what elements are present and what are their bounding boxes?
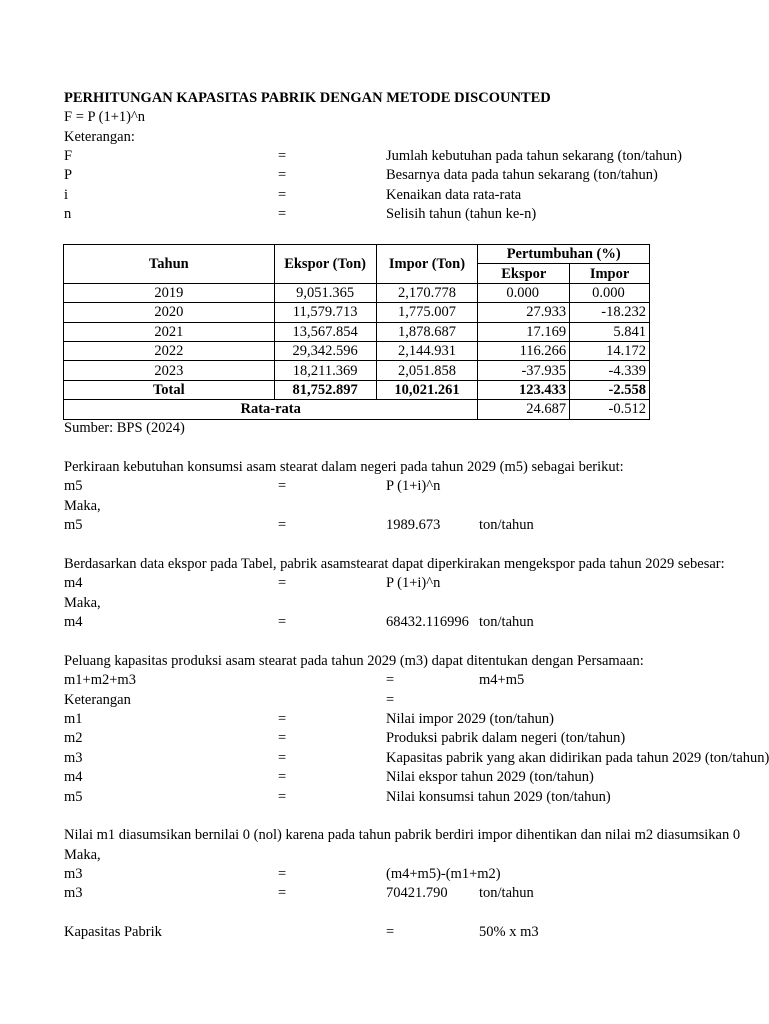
table-row [64, 322, 650, 341]
def-symbol: i [64, 187, 69, 203]
cell-growth-impor: -18.232 [570, 303, 650, 322]
formula-line: F = P (1+1)^n [64, 109, 146, 125]
document-title: PERHITUNGAN KAPASITAS PABRIK DENGAN METODE DISCOUNTED [64, 90, 551, 106]
cell-growth-ekspor: 17.169 [478, 322, 570, 341]
item-equals: = [278, 730, 287, 746]
header-impor: Impor (Ton) [376, 245, 478, 284]
header-tahun: Tahun [64, 245, 275, 284]
capacity-equals: = [386, 924, 395, 940]
cell-impor: 1,878.687 [376, 322, 478, 341]
item-symbol: m4 [64, 769, 83, 785]
keterangan-label: Keterangan: [64, 129, 135, 145]
m5-value: 1989.673 [386, 517, 441, 533]
cell-ekspor: 18,211.369 [274, 361, 376, 380]
cell-impor: 2,051.858 [376, 361, 478, 380]
cell-average-growth-ekspor: 24.687 [478, 400, 570, 419]
m5-symbol: m5 [64, 478, 83, 494]
item-description: Nilai impor 2029 (ton/tahun) [386, 711, 554, 727]
subheader-ekspor: Ekspor [478, 264, 570, 283]
item-symbol: m3 [64, 750, 83, 766]
m4-intro: Berdasarkan data ekspor pada Tabel, pabrik asamstearat dapat diperkirakan mengekspor pada tahun 2029 sebesar: [64, 556, 725, 572]
cell-tahun: 2019 [64, 283, 275, 302]
m4-formula: P (1+i)^n [386, 575, 441, 591]
item-description: Kapasitas pabrik yang akan didirikan pada tahun 2029 (ton/tahun) [386, 750, 769, 766]
cell-total-ekspor: 81,752.897 [274, 380, 376, 399]
def-description: Jumlah kebutuhan pada tahun sekarang (ton/tahun) [386, 148, 682, 164]
header-pertumbuhan: Pertumbuhan (%) [478, 245, 650, 264]
cell-growth-ekspor: 27.933 [478, 303, 570, 322]
cell-growth-ekspor: -37.935 [478, 361, 570, 380]
capacity-label: Kapasitas Pabrik [64, 924, 162, 940]
keterangan-equals: = [386, 692, 395, 708]
table-average-row [64, 400, 650, 419]
cell-total-label: Total [64, 380, 275, 399]
m4-equals: = [278, 575, 287, 591]
cell-impor: 2,144.931 [376, 341, 478, 360]
def-description: Kenaikan data rata-rata [386, 187, 522, 203]
m3-unit: ton/tahun [479, 885, 534, 901]
m5-formula: P (1+i)^n [386, 478, 441, 494]
cell-impor: 2,170.778 [376, 283, 478, 302]
cell-average-growth-impor: -0.512 [570, 400, 650, 419]
m5-maka: Maka, [64, 498, 101, 514]
cell-tahun: 2020 [64, 303, 275, 322]
def-symbol: P [64, 167, 73, 183]
cell-total-impor: 10,021.261 [376, 380, 478, 399]
equation-right: m4+m5 [479, 672, 525, 688]
def-description: Besarnya data pada tahun sekarang (ton/tahun) [386, 167, 658, 183]
m5-intro: Perkiraan kebutuhan konsumsi asam stearat dalam negeri pada tahun 2029 (m5) sebagai berikut: [64, 459, 624, 475]
m3-symbol: m3 [64, 885, 83, 901]
item-symbol: m2 [64, 730, 83, 746]
cell-tahun: 2023 [64, 361, 275, 380]
cell-ekspor: 29,342.596 [274, 341, 376, 360]
conclusion-intro: Nilai m1 diasumsikan bernilai 0 (nol) karena pada tahun pabrik berdiri impor dihentikan dan nilai m2 diasumsikan 0 [64, 827, 741, 843]
m5-symbol: m5 [64, 517, 83, 533]
m4-value: 68432.116996 [386, 614, 469, 630]
item-equals: = [278, 769, 287, 785]
def-equals: = [278, 187, 287, 203]
table-row [64, 361, 650, 380]
cell-impor: 1,775.007 [376, 303, 478, 322]
table-row [64, 283, 650, 302]
m4-symbol: m4 [64, 575, 83, 591]
def-description: Selisih tahun (tahun ke-n) [386, 206, 537, 222]
cell-ekspor: 13,567.854 [274, 322, 376, 341]
table-total-row [64, 380, 650, 399]
m4-unit: ton/tahun [479, 614, 534, 630]
item-equals: = [278, 750, 287, 766]
cell-growth-ekspor: 0.000 [478, 283, 570, 302]
table-row [64, 303, 650, 322]
export-import-table [63, 244, 650, 420]
m3-equals: = [278, 885, 287, 901]
item-symbol: m5 [64, 789, 83, 805]
def-symbol: F [64, 148, 73, 164]
cell-tahun: 2021 [64, 322, 275, 341]
cell-total-growth-ekspor: 123.433 [478, 380, 570, 399]
cell-ekspor: 9,051.365 [274, 283, 376, 302]
m4-symbol: m4 [64, 614, 83, 630]
equation-left: m1+m2+m3 [64, 672, 136, 688]
m5-equals: = [278, 478, 287, 494]
equation-equals: = [386, 672, 395, 688]
cell-growth-impor: 0.000 [570, 283, 650, 302]
item-equals: = [278, 789, 287, 805]
cell-average-label: Rata-rata [64, 400, 478, 419]
item-description: Nilai ekspor tahun 2029 (ton/tahun) [386, 769, 594, 785]
cell-tahun: 2022 [64, 341, 275, 360]
def-equals: = [278, 167, 287, 183]
table-row [64, 341, 650, 360]
def-equals: = [278, 206, 287, 222]
source-note: Sumber: BPS (2024) [64, 420, 185, 436]
def-symbol: n [64, 206, 72, 222]
def-equals: = [278, 148, 287, 164]
cell-growth-ekspor: 116.266 [478, 341, 570, 360]
m5-unit: ton/tahun [479, 517, 534, 533]
m4-equals: = [278, 614, 287, 630]
m3-symbol: m3 [64, 866, 83, 882]
cell-growth-impor: 5.841 [570, 322, 650, 341]
cell-total-growth-impor: -2.558 [570, 380, 650, 399]
keterangan-label-2: Keterangan [64, 692, 131, 708]
m3-equals: = [278, 866, 287, 882]
cell-ekspor: 11,579.713 [274, 303, 376, 322]
m5-equals: = [278, 517, 287, 533]
m3-value: 70421.790 [386, 885, 448, 901]
item-equals: = [278, 711, 287, 727]
header-ekspor: Ekspor (Ton) [274, 245, 376, 284]
capacity-value: 50% x m3 [479, 924, 539, 940]
cell-growth-impor: 14.172 [570, 341, 650, 360]
cell-growth-impor: -4.339 [570, 361, 650, 380]
conclusion-maka: Maka, [64, 847, 101, 863]
item-symbol: m1 [64, 711, 83, 727]
item-description: Nilai konsumsi tahun 2029 (ton/tahun) [386, 789, 611, 805]
item-description: Produksi pabrik dalam negeri (ton/tahun) [386, 730, 626, 746]
m3-intro: Peluang kapasitas produksi asam stearat pada tahun 2029 (m3) dapat ditentukan dengan Persamaan: [64, 653, 644, 669]
m3-formula: (m4+m5)-(m1+m2) [386, 866, 501, 882]
subheader-impor: Impor [570, 264, 650, 283]
m4-maka: Maka, [64, 595, 101, 611]
